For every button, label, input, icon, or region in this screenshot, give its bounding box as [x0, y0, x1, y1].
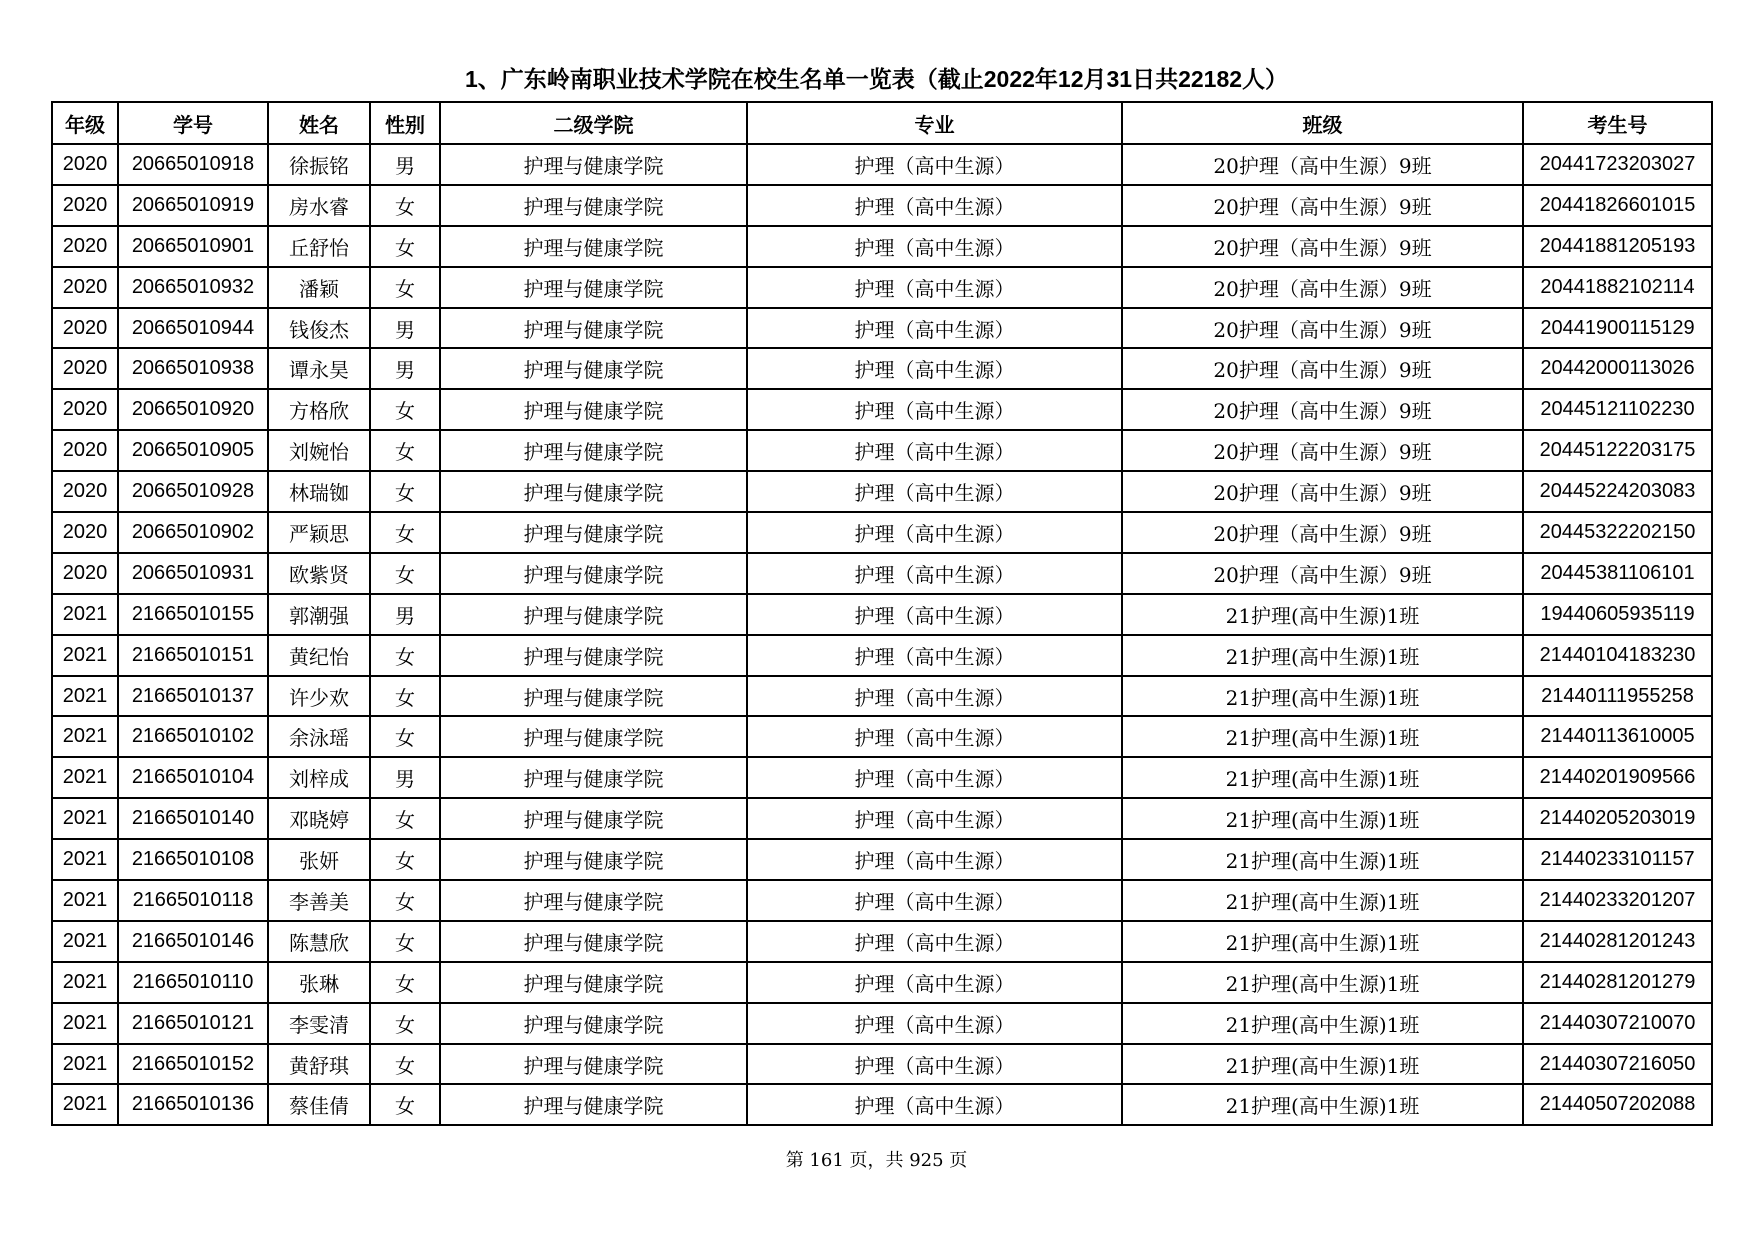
name-cell: 丘舒怡	[268, 226, 370, 267]
gender-cell: 女	[370, 921, 440, 962]
exam-id-cell: 20445322202150	[1523, 512, 1712, 553]
page-footer: 第 161 页，共 925 页	[785, 1150, 968, 1171]
header-grade: 年级	[52, 102, 118, 144]
header-major: 专业	[747, 102, 1122, 144]
student-id-cell: 20665010918	[118, 144, 268, 185]
student-id-cell: 20665010932	[118, 267, 268, 308]
name-cell: 邓晓婷	[268, 798, 370, 839]
college-cell: 护理与健康学院	[440, 553, 747, 594]
gender-cell: 女	[370, 185, 440, 226]
gender-cell: 女	[370, 1003, 440, 1044]
name-cell: 黄舒琪	[268, 1044, 370, 1085]
student-id-cell: 20665010928	[118, 471, 268, 512]
class-cell: 21护理(高中生源)1班	[1122, 921, 1523, 962]
exam-id-cell: 20441882102114	[1523, 267, 1712, 308]
student-id-cell: 20665010905	[118, 430, 268, 471]
college-cell: 护理与健康学院	[440, 389, 747, 430]
table-row	[52, 267, 1712, 308]
class-cell: 20护理（高中生源）9班	[1122, 226, 1523, 267]
grade-cell: 2020	[52, 308, 118, 349]
major-cell: 护理（高中生源）	[747, 348, 1122, 389]
exam-id-cell: 20441881205193	[1523, 226, 1712, 267]
gender-cell: 女	[370, 512, 440, 553]
major-cell: 护理（高中生源）	[747, 798, 1122, 839]
grade-cell: 2020	[52, 471, 118, 512]
college-cell: 护理与健康学院	[440, 308, 747, 349]
grade-cell: 2021	[52, 757, 118, 798]
gender-cell: 女	[370, 962, 440, 1003]
name-cell: 张琳	[268, 962, 370, 1003]
major-cell: 护理（高中生源）	[747, 716, 1122, 757]
grade-cell: 2021	[52, 1044, 118, 1085]
college-cell: 护理与健康学院	[440, 430, 747, 471]
grade-cell: 2020	[52, 553, 118, 594]
table-row	[52, 676, 1712, 717]
gender-cell: 女	[370, 553, 440, 594]
table-row	[52, 471, 1712, 512]
college-cell: 护理与健康学院	[440, 635, 747, 676]
name-cell: 严颖思	[268, 512, 370, 553]
major-cell: 护理（高中生源）	[747, 308, 1122, 349]
header-exam-id: 考生号	[1523, 102, 1712, 144]
student-id-cell: 21665010151	[118, 635, 268, 676]
class-cell: 20护理（高中生源）9班	[1122, 471, 1523, 512]
table-row	[52, 389, 1712, 430]
exam-id-cell: 21440201909566	[1523, 757, 1712, 798]
class-cell: 20护理（高中生源）9班	[1122, 267, 1523, 308]
major-cell: 护理（高中生源）	[747, 880, 1122, 921]
name-cell: 钱俊杰	[268, 308, 370, 349]
major-cell: 护理（高中生源）	[747, 512, 1122, 553]
class-cell: 21护理(高中生源)1班	[1122, 635, 1523, 676]
table-row	[52, 308, 1712, 349]
class-cell: 21护理(高中生源)1班	[1122, 1044, 1523, 1085]
major-cell: 护理（高中生源）	[747, 839, 1122, 880]
major-cell: 护理（高中生源）	[747, 430, 1122, 471]
table-row	[52, 144, 1712, 185]
college-cell: 护理与健康学院	[440, 798, 747, 839]
table-row	[52, 1003, 1712, 1044]
name-cell: 黄纪怡	[268, 635, 370, 676]
major-cell: 护理（高中生源）	[747, 185, 1122, 226]
table-row	[52, 553, 1712, 594]
college-cell: 护理与健康学院	[440, 226, 747, 267]
table-row	[52, 839, 1712, 880]
class-cell: 21护理(高中生源)1班	[1122, 676, 1523, 717]
gender-cell: 女	[370, 1044, 440, 1085]
table-body	[52, 144, 1712, 1125]
grade-cell: 2020	[52, 348, 118, 389]
table-row	[52, 348, 1712, 389]
table-row	[52, 1084, 1712, 1125]
gender-cell: 女	[370, 267, 440, 308]
class-cell: 21护理(高中生源)1班	[1122, 880, 1523, 921]
gender-cell: 女	[370, 635, 440, 676]
gender-cell: 女	[370, 430, 440, 471]
exam-id-cell: 20441723203027	[1523, 144, 1712, 185]
exam-id-cell: 21440233201207	[1523, 880, 1712, 921]
class-cell: 21护理(高中生源)1班	[1122, 839, 1523, 880]
student-id-cell: 21665010140	[118, 798, 268, 839]
student-id-cell: 20665010919	[118, 185, 268, 226]
student-id-cell: 21665010152	[118, 1044, 268, 1085]
major-cell: 护理（高中生源）	[747, 471, 1122, 512]
header-class: 班级	[1122, 102, 1523, 144]
gender-cell: 女	[370, 1084, 440, 1125]
student-id-cell: 20665010944	[118, 308, 268, 349]
table-row	[52, 512, 1712, 553]
student-id-cell: 21665010104	[118, 757, 268, 798]
student-id-cell: 21665010108	[118, 839, 268, 880]
table-row	[52, 757, 1712, 798]
major-cell: 护理（高中生源）	[747, 1003, 1122, 1044]
class-cell: 21护理(高中生源)1班	[1122, 798, 1523, 839]
gender-cell: 男	[370, 757, 440, 798]
exam-id-cell: 21440307216050	[1523, 1044, 1712, 1085]
table-row	[52, 635, 1712, 676]
student-id-cell: 20665010920	[118, 389, 268, 430]
table-row	[52, 430, 1712, 471]
class-cell: 21护理(高中生源)1班	[1122, 962, 1523, 1003]
college-cell: 护理与健康学院	[440, 757, 747, 798]
class-cell: 21护理(高中生源)1班	[1122, 594, 1523, 635]
name-cell: 方格欣	[268, 389, 370, 430]
student-id-cell: 20665010938	[118, 348, 268, 389]
exam-id-cell: 21440507202088	[1523, 1084, 1712, 1125]
name-cell: 李善美	[268, 880, 370, 921]
college-cell: 护理与健康学院	[440, 471, 747, 512]
major-cell: 护理（高中生源）	[747, 1084, 1122, 1125]
gender-cell: 男	[370, 594, 440, 635]
college-cell: 护理与健康学院	[440, 1084, 747, 1125]
college-cell: 护理与健康学院	[440, 962, 747, 1003]
college-cell: 护理与健康学院	[440, 144, 747, 185]
class-cell: 20护理（高中生源）9班	[1122, 144, 1523, 185]
class-cell: 21护理(高中生源)1班	[1122, 1003, 1523, 1044]
major-cell: 护理（高中生源）	[747, 594, 1122, 635]
grade-cell: 2020	[52, 267, 118, 308]
class-cell: 21护理(高中生源)1班	[1122, 757, 1523, 798]
exam-id-cell: 20445122203175	[1523, 430, 1712, 471]
major-cell: 护理（高中生源）	[747, 226, 1122, 267]
exam-id-cell: 20442000113026	[1523, 348, 1712, 389]
student-roster-table	[51, 101, 1713, 1126]
table-row	[52, 594, 1712, 635]
name-cell: 郭潮强	[268, 594, 370, 635]
class-cell: 20护理（高中生源）9班	[1122, 185, 1523, 226]
student-id-cell: 20665010931	[118, 553, 268, 594]
college-cell: 护理与健康学院	[440, 1044, 747, 1085]
grade-cell: 2021	[52, 798, 118, 839]
page-title: 1、广东岭南职业技术学院在校生名单一览表（截止2022年12月31日共22182人）	[464, 66, 1289, 92]
grade-cell: 2021	[52, 839, 118, 880]
gender-cell: 女	[370, 716, 440, 757]
gender-cell: 女	[370, 389, 440, 430]
header-gender: 性别	[370, 102, 440, 144]
gender-cell: 男	[370, 144, 440, 185]
college-cell: 护理与健康学院	[440, 676, 747, 717]
class-cell: 20护理（高中生源）9班	[1122, 308, 1523, 349]
name-cell: 刘婉怡	[268, 430, 370, 471]
exam-id-cell: 19440605935119	[1523, 594, 1712, 635]
name-cell: 林瑞铷	[268, 471, 370, 512]
grade-cell: 2021	[52, 921, 118, 962]
grade-cell: 2021	[52, 635, 118, 676]
major-cell: 护理（高中生源）	[747, 676, 1122, 717]
student-id-cell: 21665010121	[118, 1003, 268, 1044]
gender-cell: 男	[370, 348, 440, 389]
table-row	[52, 921, 1712, 962]
class-cell: 20护理（高中生源）9班	[1122, 430, 1523, 471]
grade-cell: 2020	[52, 185, 118, 226]
major-cell: 护理（高中生源）	[747, 1044, 1122, 1085]
header-name: 姓名	[268, 102, 370, 144]
exam-id-cell: 21440233101157	[1523, 839, 1712, 880]
gender-cell: 女	[370, 226, 440, 267]
exam-id-cell: 20445121102230	[1523, 389, 1712, 430]
major-cell: 护理（高中生源）	[747, 144, 1122, 185]
exam-id-cell: 20441900115129	[1523, 308, 1712, 349]
grade-cell: 2021	[52, 676, 118, 717]
major-cell: 护理（高中生源）	[747, 267, 1122, 308]
class-cell: 20护理（高中生源）9班	[1122, 389, 1523, 430]
grade-cell: 2020	[52, 144, 118, 185]
college-cell: 护理与健康学院	[440, 716, 747, 757]
college-cell: 护理与健康学院	[440, 839, 747, 880]
student-id-cell: 21665010146	[118, 921, 268, 962]
header-student-id: 学号	[118, 102, 268, 144]
name-cell: 房水睿	[268, 185, 370, 226]
grade-cell: 2021	[52, 1084, 118, 1125]
gender-cell: 女	[370, 798, 440, 839]
name-cell: 许少欢	[268, 676, 370, 717]
college-cell: 护理与健康学院	[440, 512, 747, 553]
gender-cell: 女	[370, 471, 440, 512]
grade-cell: 2021	[52, 880, 118, 921]
table-row	[52, 716, 1712, 757]
name-cell: 陈慧欣	[268, 921, 370, 962]
exam-id-cell: 21440104183230	[1523, 635, 1712, 676]
table-row	[52, 962, 1712, 1003]
class-cell: 20护理（高中生源）9班	[1122, 553, 1523, 594]
class-cell: 20护理（高中生源）9班	[1122, 512, 1523, 553]
major-cell: 护理（高中生源）	[747, 921, 1122, 962]
major-cell: 护理（高中生源）	[747, 757, 1122, 798]
table-row	[52, 185, 1712, 226]
grade-cell: 2021	[52, 1003, 118, 1044]
table-row	[52, 1044, 1712, 1085]
gender-cell: 女	[370, 880, 440, 921]
student-id-cell: 21665010110	[118, 962, 268, 1003]
student-id-cell: 21665010102	[118, 716, 268, 757]
college-cell: 护理与健康学院	[440, 880, 747, 921]
major-cell: 护理（高中生源）	[747, 389, 1122, 430]
exam-id-cell: 21440111955258	[1523, 676, 1712, 717]
gender-cell: 男	[370, 308, 440, 349]
exam-id-cell: 20441826601015	[1523, 185, 1712, 226]
exam-id-cell: 20445381106101	[1523, 553, 1712, 594]
table-header-row	[52, 102, 1712, 144]
student-id-cell: 20665010902	[118, 512, 268, 553]
name-cell: 余泳瑶	[268, 716, 370, 757]
grade-cell: 2021	[52, 716, 118, 757]
name-cell: 徐振铭	[268, 144, 370, 185]
name-cell: 潘颖	[268, 267, 370, 308]
grade-cell: 2021	[52, 962, 118, 1003]
exam-id-cell: 21440307210070	[1523, 1003, 1712, 1044]
major-cell: 护理（高中生源）	[747, 553, 1122, 594]
name-cell: 张妍	[268, 839, 370, 880]
exam-id-cell: 21440205203019	[1523, 798, 1712, 839]
major-cell: 护理（高中生源）	[747, 635, 1122, 676]
class-cell: 21护理(高中生源)1班	[1122, 716, 1523, 757]
grade-cell: 2020	[52, 226, 118, 267]
name-cell: 谭永昊	[268, 348, 370, 389]
college-cell: 护理与健康学院	[440, 267, 747, 308]
exam-id-cell: 21440113610005	[1523, 716, 1712, 757]
table-row	[52, 798, 1712, 839]
header-college: 二级学院	[440, 102, 747, 144]
gender-cell: 女	[370, 676, 440, 717]
gender-cell: 女	[370, 839, 440, 880]
grade-cell: 2020	[52, 430, 118, 471]
grade-cell: 2020	[52, 512, 118, 553]
exam-id-cell: 21440281201279	[1523, 962, 1712, 1003]
name-cell: 欧紫贤	[268, 553, 370, 594]
college-cell: 护理与健康学院	[440, 1003, 747, 1044]
class-cell: 21护理(高中生源)1班	[1122, 1084, 1523, 1125]
college-cell: 护理与健康学院	[440, 921, 747, 962]
class-cell: 20护理（高中生源）9班	[1122, 348, 1523, 389]
name-cell: 刘梓成	[268, 757, 370, 798]
table-row	[52, 880, 1712, 921]
name-cell: 李雯清	[268, 1003, 370, 1044]
grade-cell: 2020	[52, 389, 118, 430]
college-cell: 护理与健康学院	[440, 185, 747, 226]
student-id-cell: 21665010155	[118, 594, 268, 635]
exam-id-cell: 20445224203083	[1523, 471, 1712, 512]
name-cell: 蔡佳倩	[268, 1084, 370, 1125]
student-id-cell: 20665010901	[118, 226, 268, 267]
table-row	[52, 226, 1712, 267]
grade-cell: 2021	[52, 594, 118, 635]
student-id-cell: 21665010136	[118, 1084, 268, 1125]
college-cell: 护理与健康学院	[440, 348, 747, 389]
major-cell: 护理（高中生源）	[747, 962, 1122, 1003]
college-cell: 护理与健康学院	[440, 594, 747, 635]
student-id-cell: 21665010137	[118, 676, 268, 717]
student-id-cell: 21665010118	[118, 880, 268, 921]
exam-id-cell: 21440281201243	[1523, 921, 1712, 962]
